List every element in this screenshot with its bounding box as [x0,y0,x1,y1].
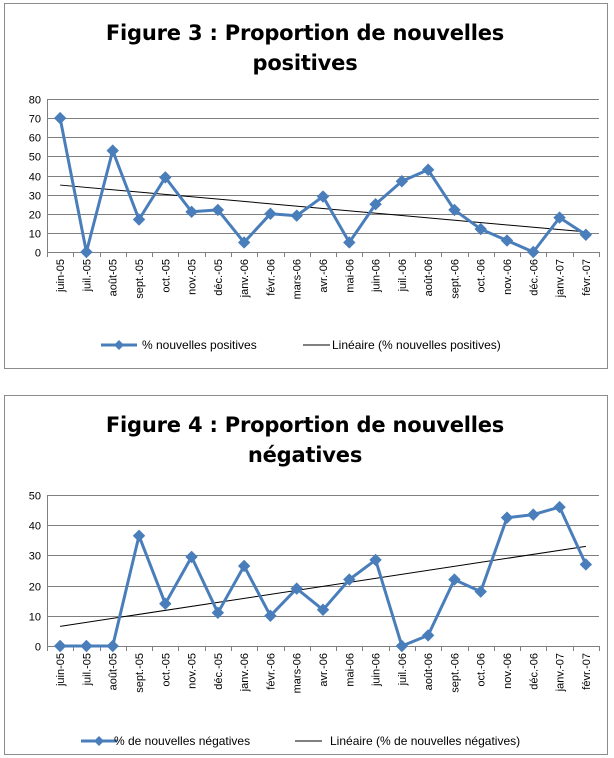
series-0 [55,113,592,258]
series-line [60,118,586,252]
x-tick-label: mars-06 [291,653,304,694]
series-line [60,507,586,646]
legend-trend-label: Linéaire (% de nouvelles négatives) [330,734,521,748]
x-tick-label: juil.-06 [396,653,409,686]
data-point [107,641,118,652]
y-tick-label: 20 [28,209,41,222]
x-tick-label: mai-06 [344,653,357,687]
x-tick-label: juil.-06 [396,259,409,292]
y-tick-label: 80 [28,94,41,107]
data-point [107,145,118,156]
data-point [134,530,145,541]
data-point [502,235,513,246]
chart-figure-3 [4,3,608,369]
data-point [554,502,565,513]
x-axis [48,646,600,693]
x-tick-label: janv.-07 [554,259,567,298]
legend [101,338,501,352]
data-point [423,630,434,641]
data-point [81,641,92,652]
x-tick-label: nov.-05 [186,653,199,689]
chart-title-line-1: Figure 3 : Proportion de nouvelles [105,21,505,45]
x-tick-label: août-05 [107,259,120,297]
x-tick-label: déc.-05 [212,259,225,296]
x-tick-label: août-06 [423,259,436,297]
x-axis [48,252,600,299]
y-axis [29,95,41,260]
gridlines [47,100,599,253]
legend [81,734,520,748]
y-tick-label: 10 [28,611,41,624]
data-point [528,509,539,520]
x-tick-label: déc.-05 [212,653,225,690]
legend-series-marker [114,340,124,350]
x-tick-label: nov.-05 [186,259,199,295]
x-tick-label: août-06 [423,653,436,691]
x-tick-label: oct.-06 [475,653,488,687]
data-point [580,559,591,570]
data-point [502,512,513,523]
chart-title-line-2: négatives [247,443,363,467]
y-tick-label: 30 [28,190,41,203]
x-tick-label: janv.-06 [239,259,252,298]
x-tick-label: sept.-05 [134,259,146,299]
chart-figure-4 [4,395,608,755]
y-tick-label: 0 [34,641,41,654]
x-tick-label: févr.-07 [580,653,593,690]
y-axis [29,491,41,654]
y-tick-label: 50 [28,490,41,503]
y-tick-label: 20 [28,581,41,594]
x-tick-label: janv.-07 [554,653,567,692]
y-tick-label: 70 [28,113,41,126]
x-tick-label: juin-05 [55,653,68,687]
data-point [449,574,460,585]
x-tick-label: déc.-06 [528,259,541,296]
chart-title-line-2: positives [252,51,358,75]
y-tick-label: 40 [28,171,41,184]
y-tick-label: 50 [28,151,41,164]
data-point [396,641,407,652]
chart-plot-figure-4 [5,396,607,754]
series-0 [55,502,592,652]
legend-series-label: % de nouvelles négatives [114,734,251,748]
x-tick-label: juin-05 [55,259,68,293]
data-point [475,586,486,597]
x-tick-label: avr.-06 [318,653,330,687]
y-tick-label: 0 [34,247,41,260]
x-tick-label: mars-06 [291,259,304,300]
y-tick-label: 60 [28,132,41,145]
x-tick-label: févr.-07 [580,259,593,296]
data-point [55,113,66,124]
x-tick-label: févr.-06 [265,259,278,296]
legend-series-label: % nouvelles positives [142,338,257,352]
legend-series-marker [94,736,104,746]
data-point [55,641,66,652]
x-tick-label: juil.-05 [81,259,94,292]
x-tick-label: oct.-05 [160,653,173,687]
x-tick-label: juil.-05 [81,653,94,686]
y-tick-label: 10 [28,228,41,241]
x-tick-label: sept.-06 [449,259,462,299]
x-tick-label: août-05 [107,653,120,691]
data-point [81,247,92,258]
y-tick-label: 40 [28,520,41,533]
x-tick-label: oct.-05 [160,259,173,293]
y-tick-label: 30 [28,550,41,563]
x-tick-label: juin-06 [370,259,383,293]
x-tick-label: déc.-06 [528,653,541,690]
x-tick-label: sept.-06 [449,653,462,693]
x-tick-label: nov.-06 [502,653,514,689]
x-tick-label: mai-06 [344,259,357,293]
x-tick-label: juin-06 [370,653,383,687]
x-tick-label: oct.-06 [475,259,488,293]
x-tick-label: janv.-06 [239,653,252,692]
chart-plot-figure-3 [5,4,607,368]
chart-title-line-1: Figure 4 : Proportion de nouvelles [105,413,505,437]
x-tick-label: févr.-06 [265,653,278,690]
x-tick-label: avr.-06 [318,259,330,293]
legend-trend-label: Linéaire (% nouvelles positives) [332,338,501,352]
x-tick-label: nov.-06 [502,259,514,295]
x-tick-label: sept.-05 [134,653,146,693]
